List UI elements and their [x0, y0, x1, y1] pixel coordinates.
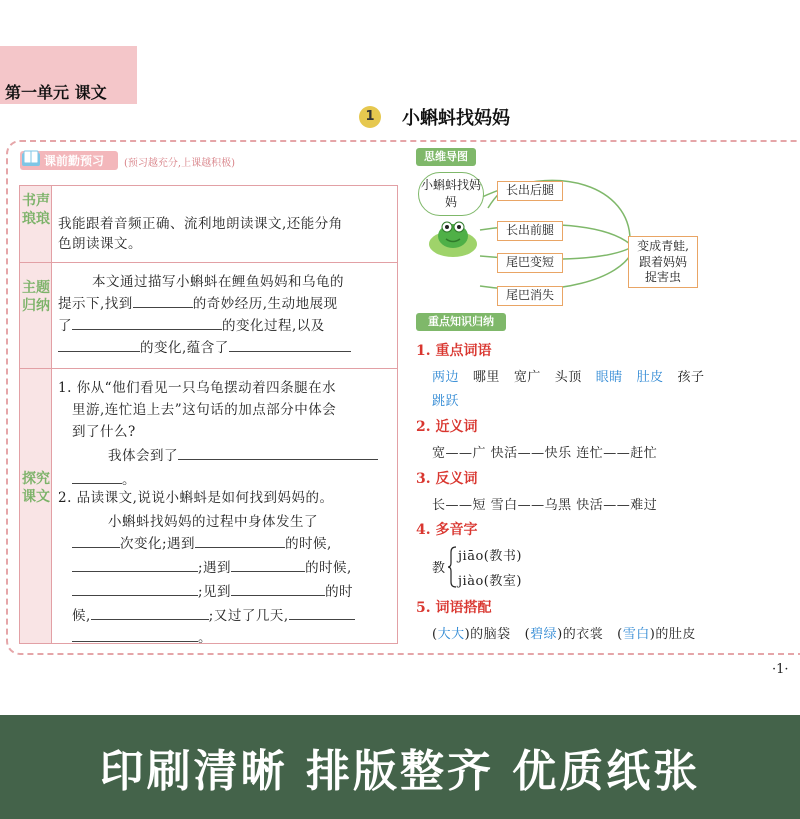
mindmap-center: 小蝌蚪找妈妈 [418, 172, 484, 216]
question-1-text: 我体会到了 [108, 448, 178, 464]
key-word: 哪里 [472, 370, 500, 385]
reading-text-line: 色朗读课文。 [58, 236, 142, 252]
mindmap-stage: 尾巴消失 [497, 286, 563, 306]
question-1-answer-line [72, 468, 136, 488]
page-number: ·1· [772, 662, 789, 677]
key-words-line-2: 跳跃 [432, 394, 460, 409]
question-2-line [72, 556, 352, 576]
key-word: 头顶 [554, 370, 582, 385]
collocation-word: 大大 [437, 627, 465, 642]
mindmap-result-line: 捉害虫 [644, 270, 681, 284]
preview-label: 课前勤预习 [44, 154, 105, 168]
frog-icon [428, 212, 478, 258]
section-title-polyphones: 4. 多音字 [416, 522, 478, 538]
collocation-rest: 的衣裳 [562, 627, 604, 642]
theme-text: 的变化,蕴含了 [140, 340, 229, 356]
collocations-line: (大大)的脑袋 (碧绿)的衣裳 (雪白)的肚皮 [432, 627, 696, 642]
mindmap-stage: 长出后腿 [497, 181, 563, 201]
key-word: 孩子 [677, 370, 705, 385]
question-2-line [72, 604, 355, 624]
theme-text-line [58, 292, 338, 312]
key-word: 两边 [432, 370, 460, 385]
polyphone-reading: jiāo(教书) [458, 549, 522, 564]
row-divider [20, 368, 397, 369]
question-2-text: ;遇到 [198, 560, 232, 576]
section-title-key-words: 1. 重点词语 [416, 343, 492, 359]
answer-blank[interactable] [72, 470, 122, 484]
question-2-line [72, 580, 353, 600]
question-1-answer-line [108, 444, 378, 464]
preview-note: (预习越充分,上课越积极) [124, 158, 235, 169]
knowledge-tag: 重点知识归纳 [416, 313, 506, 331]
row-label-explore: 探究课文 [22, 471, 50, 505]
preview-table [19, 185, 398, 644]
polyphone-reading: jiào(教室) [458, 574, 522, 589]
key-word: 眼睛 [595, 370, 623, 385]
question-2-text: 。 [198, 630, 212, 646]
answer-blank[interactable] [231, 582, 325, 596]
answer-blank[interactable] [72, 316, 222, 330]
theme-text: 提示下,找到 [58, 296, 133, 312]
antonyms-line: 长——短 雪白——乌黑 快活——难过 [432, 498, 658, 513]
answer-blank[interactable] [289, 606, 355, 620]
section-title-synonyms: 2. 近义词 [416, 419, 478, 435]
answer-blank[interactable] [58, 338, 140, 352]
section-title-collocations: 5. 词语搭配 [416, 600, 492, 616]
book-icon [20, 148, 42, 170]
theme-text: 的变化过程,以及 [222, 318, 325, 334]
key-words-line [432, 366, 705, 385]
question-2-line: 2. 品读课文,说说小蝌蚪是如何找到妈妈的。 [58, 490, 334, 506]
row-label-theme: 主题归纳 [22, 280, 50, 314]
theme-text-line [58, 314, 325, 334]
reading-text-line: 我能跟着音频正确、流利地朗读课文,还能分角 [58, 216, 343, 232]
collocation-rest: 的脑袋 [470, 627, 511, 642]
question-1-line: 到了什么? [72, 424, 136, 440]
theme-text-line: 本文通过描写小蝌蚪在鲤鱼妈妈和乌龟的 [92, 274, 344, 290]
synonyms-line: 宽——广 快活——快乐 连忙——赶忙 [432, 446, 658, 461]
label-column [20, 186, 52, 643]
answer-blank[interactable] [72, 534, 120, 548]
collocation-word: 雪白 [622, 627, 650, 642]
question-1-line: 里游,连忙追上去”这句话的加点部分中体会 [72, 402, 337, 418]
mindmap-result-line: 跟着妈妈 [638, 254, 687, 269]
mindmap-stage: 尾巴变短 [497, 253, 563, 273]
row-label-reading: 书声琅琅 [22, 193, 50, 227]
question-2-text: 的时候, [305, 560, 352, 576]
answer-blank[interactable] [72, 628, 198, 642]
polyphone-char: 教 [432, 561, 446, 576]
question-2-text: ;见到 [198, 584, 232, 600]
question-1-line: 1. 你从“他们看见一只乌龟摆动着四条腿在水 [58, 380, 337, 396]
answer-blank[interactable] [133, 294, 193, 308]
theme-text: 的奇妙经历,生动地展现 [192, 296, 338, 312]
question-2-text: 的时候, [285, 536, 332, 552]
answer-blank[interactable] [72, 558, 198, 572]
row-divider [20, 262, 397, 263]
answer-blank[interactable] [229, 338, 351, 352]
key-word: 肚皮 [636, 370, 664, 385]
answer-blank[interactable] [178, 446, 378, 460]
question-2-text: ;又过了几天, [208, 608, 289, 624]
section-title-antonyms: 3. 反义词 [416, 471, 478, 487]
question-2-line [72, 532, 332, 552]
collocation-rest: 的肚皮 [655, 627, 696, 642]
mindmap-tag: 思维导图 [416, 148, 476, 166]
mindmap-stage: 长出前腿 [497, 221, 563, 241]
question-2-text: 的时 [325, 584, 354, 600]
question-2-text: 次变化;遇到 [120, 536, 196, 552]
answer-blank[interactable] [72, 582, 198, 596]
lesson-number-badge: 1 [359, 106, 381, 128]
answer-blank[interactable] [231, 558, 305, 572]
key-word: 宽广 [513, 370, 541, 385]
question-2-text: 候, [72, 608, 91, 624]
footer-banner-text: 印刷清晰 排版整齐 优质纸张 [99, 746, 701, 797]
brace-icon [447, 546, 457, 588]
question-2-line: 小蝌蚪找妈妈的过程中身体发生了 [108, 514, 318, 530]
lesson-title: 小蝌蚪找妈妈 [402, 108, 510, 129]
unit-label: 第一单元 课文 [5, 83, 107, 102]
mindmap-result [628, 236, 698, 288]
question-2-line [72, 626, 212, 646]
question-1-text: 。 [122, 472, 136, 488]
answer-blank[interactable] [91, 606, 209, 620]
collocation-word: 碧绿 [530, 627, 558, 642]
theme-text-line [58, 336, 351, 356]
theme-text: 了 [58, 318, 72, 334]
mindmap-result-line: 变成青蛙, [637, 239, 689, 253]
answer-blank[interactable] [195, 534, 285, 548]
